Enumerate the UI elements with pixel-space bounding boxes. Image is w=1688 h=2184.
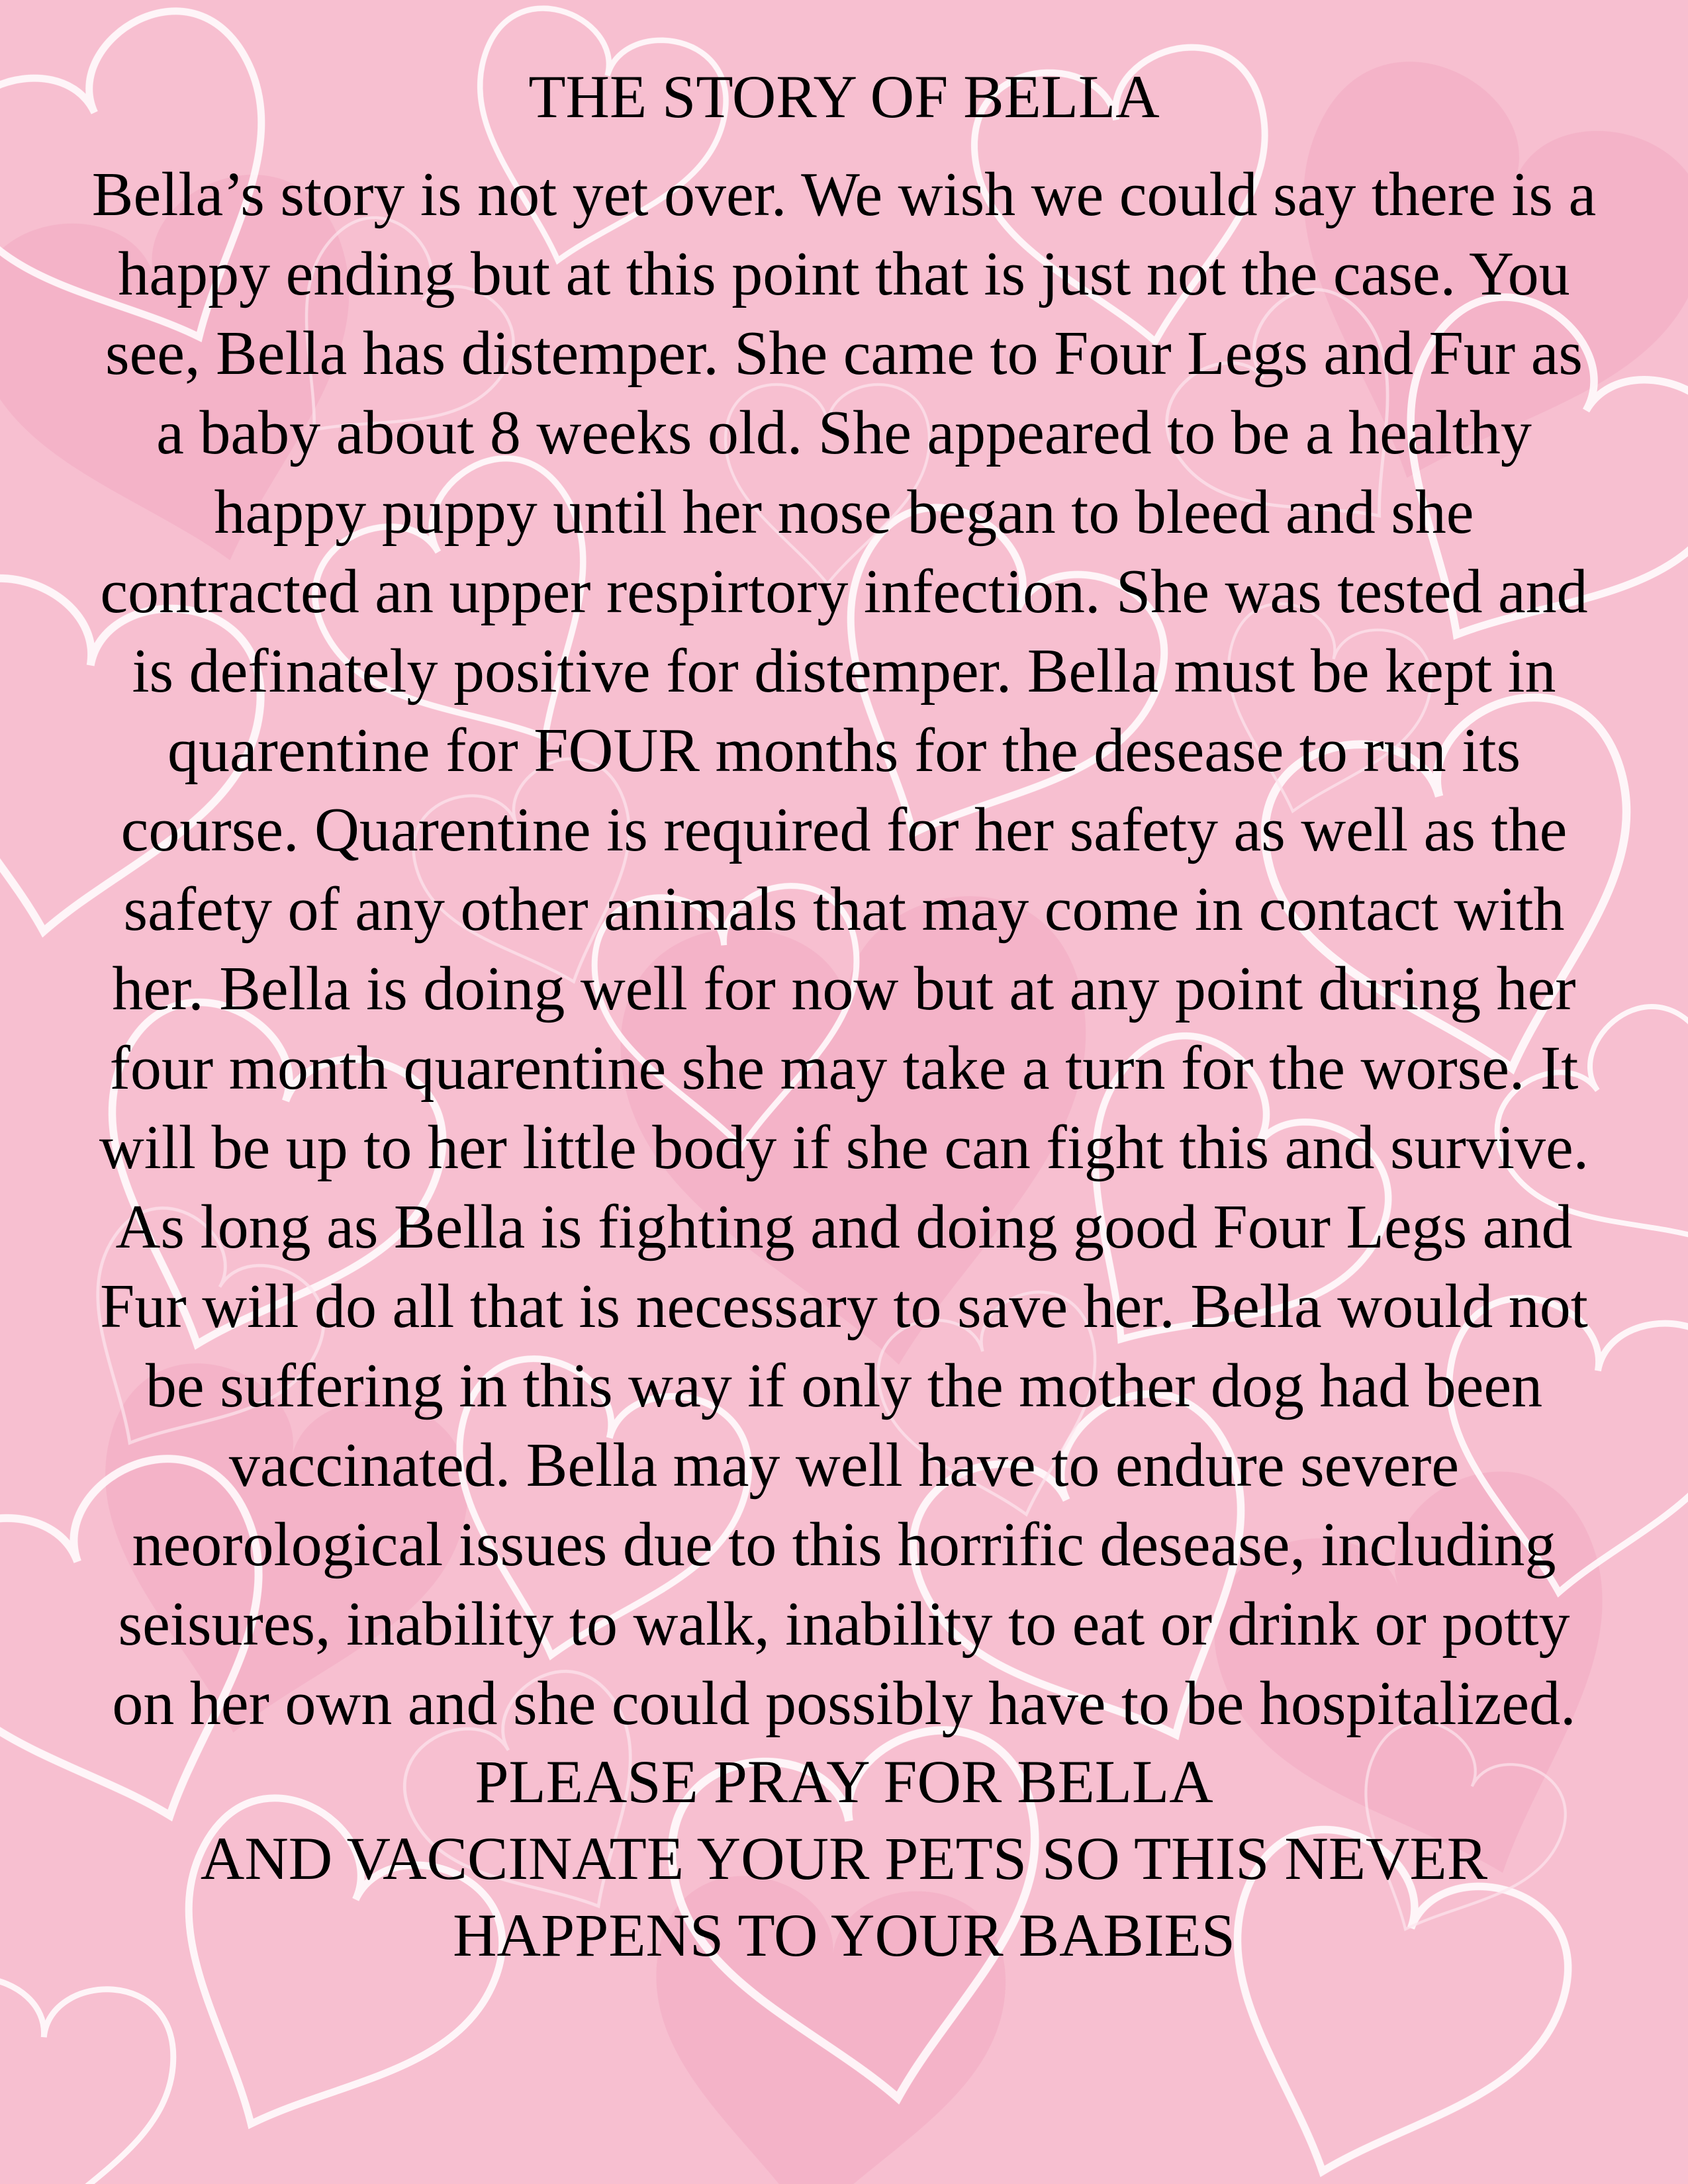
story-line: seisures, inability to walk, inability to eat or drink or potty: [118, 1590, 1570, 1659]
appeal-block: [26, 1743, 1662, 1974]
story-line: see, Bella has distemper. She came to Four Legs and Fur as: [105, 319, 1583, 388]
appeal-line: HAPPENS TO YOUR BABIES: [453, 1901, 1235, 1969]
story-line: a baby about 8 weeks old. She appeared to be a healthy: [156, 398, 1532, 467]
story-line: four month quarentine she may take a turn for the worse. It: [109, 1034, 1579, 1103]
story-title: THE STORY OF BELLA: [528, 63, 1160, 130]
appeal-line: AND VACCINATE YOUR PETS SO THIS NEVER: [200, 1825, 1488, 1892]
story-line: vaccinated. Bella may well have to endure severe: [228, 1431, 1460, 1500]
appeal-line: PLEASE PRAY FOR BELLA: [475, 1748, 1213, 1815]
story-line: course. Quarentine is required for her safety as well as the: [120, 796, 1568, 864]
story-line: Fur will do all that is necessary to save her. Bella would not: [100, 1272, 1588, 1341]
story-content: [26, 52, 1662, 1974]
story-line: contracted an upper respirtory infection. She was tested and: [100, 557, 1588, 626]
story-line: be suffering in this way if only the mother dog had been: [145, 1351, 1543, 1420]
story-line: happy ending but at this point that is just not the case. You: [118, 240, 1570, 308]
story-line: is definately positive for distemper. Bella must be kept in: [132, 637, 1556, 705]
story-line: neorological issues due to this horrific desease, including: [132, 1510, 1556, 1579]
story-line: happy puppy until her nose began to bleed and she: [214, 478, 1474, 547]
story-line: on her own and she could possibly have to be hospitalized.: [112, 1669, 1576, 1738]
story-line: As long as Bella is fighting and doing good Four Legs and: [115, 1193, 1573, 1261]
story-line: her. Bella is doing well for now but at any point during her: [112, 954, 1576, 1023]
story-line: safety of any other animals that may come in contact with: [123, 875, 1565, 944]
story-line: quarentine for FOUR months for the desease to run its: [167, 716, 1521, 785]
story-line: Bella’s story is not yet over. We wish we could say there is a: [91, 160, 1597, 229]
story-line: will be up to her little body if she can fight this and survive.: [99, 1113, 1589, 1182]
story-body: [26, 155, 1662, 1743]
